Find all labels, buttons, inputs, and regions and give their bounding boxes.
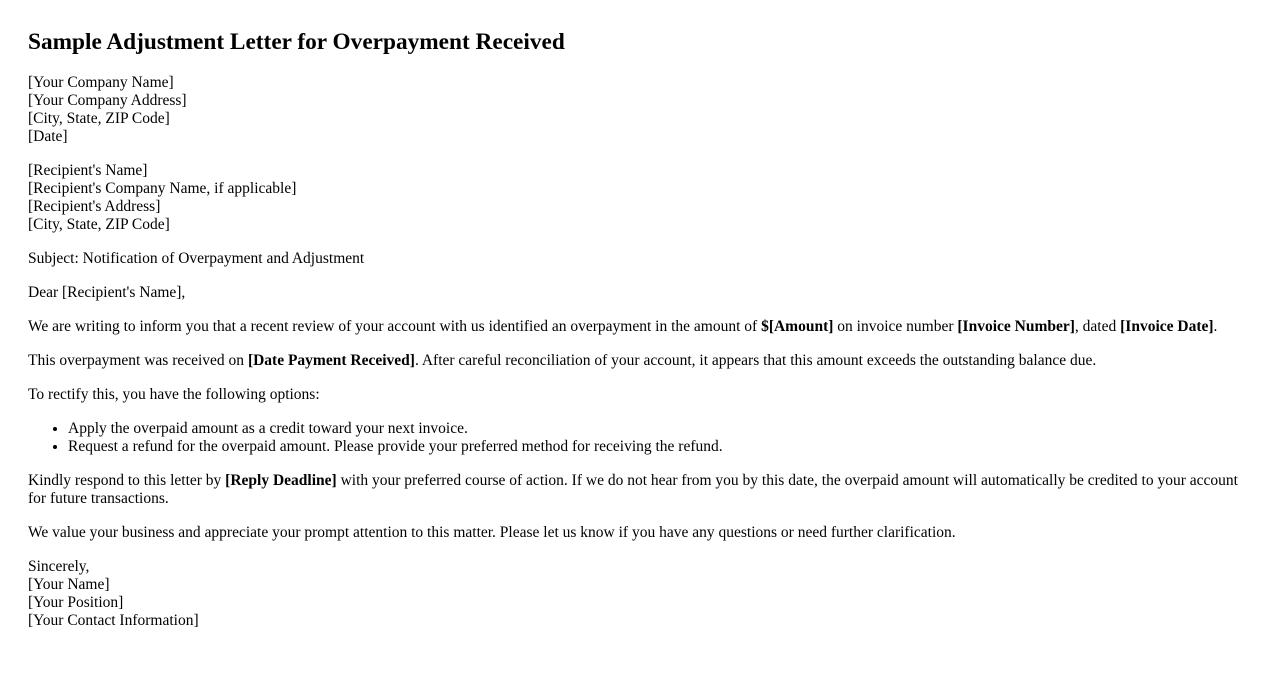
- salutation: Dear [Recipient's Name],: [28, 284, 186, 301]
- paragraph-text: Kindly respond to this letter by: [28, 472, 226, 489]
- paragraph-text: on invoice number: [833, 318, 958, 335]
- sender-city-state-zip: [City, State, ZIP Code]: [28, 110, 170, 127]
- recipient-company-name: [Recipient's Company Name, if applicable]: [28, 180, 297, 197]
- signer-contact: [Your Contact Information]: [28, 612, 199, 629]
- paragraph-text: .: [1213, 318, 1218, 335]
- list-item: • Request a refund for the overpaid amount. Please provide your preferred method for receiving the refund.: [68, 438, 1250, 456]
- letter-date: [Date]: [28, 128, 68, 145]
- paragraph-text: . After careful reconciliation of your account, it appears that this amount exceeds the outstanding balance due.: [414, 352, 1097, 369]
- recipient-city-state-zip: [City, State, ZIP Code]: [28, 216, 170, 233]
- paragraph-text: with your preferred course of action. If we do not hear from you by this date, the overpaid amount will automatically be credited to your account for future transactions.: [28, 472, 1238, 507]
- list-item: • Apply the overpaid amount as a credit toward your next invoice.: [68, 420, 1250, 438]
- paragraph-text: This overpayment was received on: [28, 352, 248, 369]
- amount-placeholder: $[Amount]: [761, 318, 834, 335]
- options-list: [28, 420, 1250, 456]
- page-title: Sample Adjustment Letter for Overpayment Received: [28, 29, 565, 55]
- sender-block: [28, 74, 1250, 146]
- paragraph-closing-remarks: We value your business and appreciate your prompt attention to this matter. Please let us know if you have any questions or need further clarification.: [28, 524, 956, 541]
- reply-deadline-placeholder: [Reply Deadline]: [225, 472, 337, 489]
- sender-company-name: [Your Company Name]: [28, 74, 174, 91]
- signer-position: [Your Position]: [28, 594, 124, 611]
- invoice-date-placeholder: [Invoice Date]: [1120, 318, 1214, 335]
- paragraph-overpayment-notice: [28, 318, 1250, 336]
- paragraph-reply-request: [28, 472, 1250, 508]
- letter-page: [0, 28, 1278, 630]
- paragraph-text: We are writing to inform you that a recent review of your account with us identified an overpayment in the amount of: [28, 318, 762, 335]
- subject-line: Subject: Notification of Overpayment and Adjustment: [28, 250, 365, 267]
- recipient-name: [Recipient's Name]: [28, 162, 148, 179]
- sign-off: Sincerely,: [28, 558, 90, 575]
- date-received-placeholder: [Date Payment Received]: [247, 352, 415, 369]
- recipient-block: [28, 162, 1250, 234]
- signature-block: [28, 558, 1250, 630]
- paragraph-text: , dated: [1074, 318, 1121, 335]
- recipient-address: [Recipient's Address]: [28, 198, 161, 215]
- invoice-number-placeholder: [Invoice Number]: [957, 318, 1075, 335]
- signer-name: [Your Name]: [28, 576, 110, 593]
- paragraph-payment-received: [28, 352, 1250, 370]
- options-intro: To rectify this, you have the following options:: [28, 386, 320, 403]
- sender-company-address: [Your Company Address]: [28, 92, 187, 109]
